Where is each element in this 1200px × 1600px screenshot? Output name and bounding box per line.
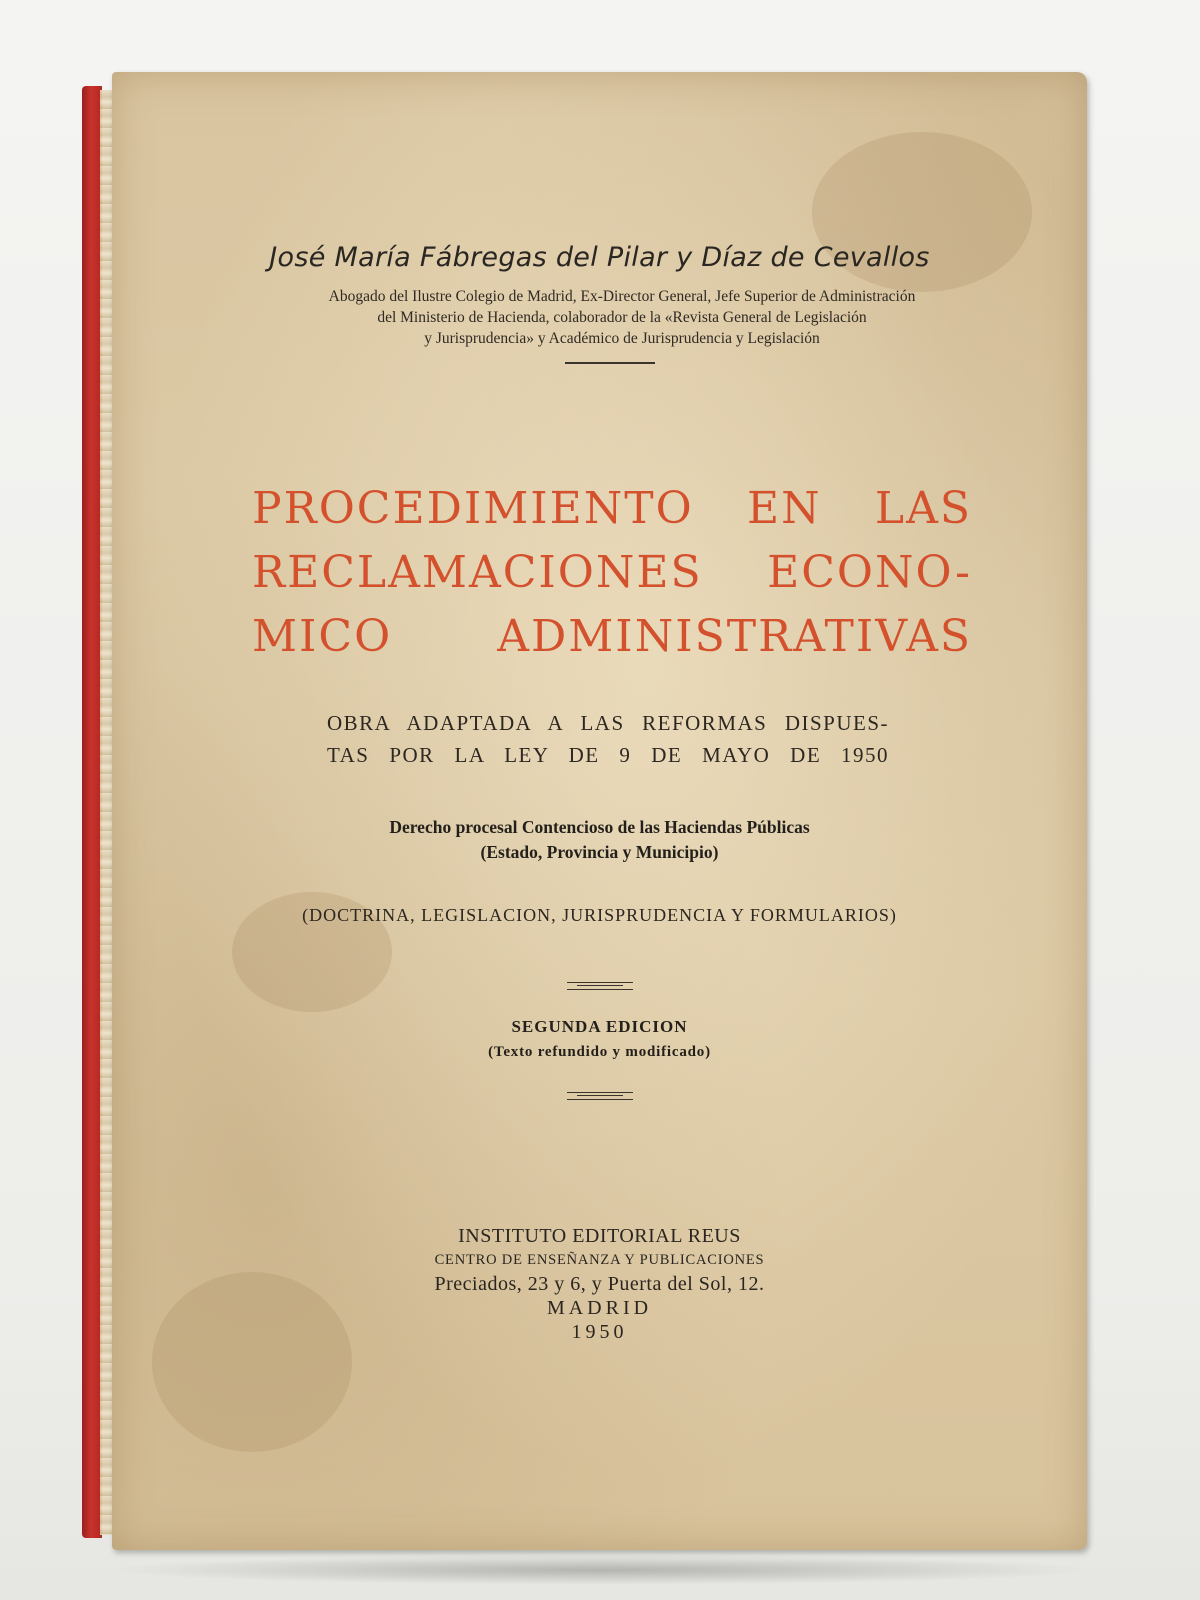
author-credentials bbox=[277, 286, 967, 349]
edition-note: (Texto refundido y modificado) bbox=[488, 1044, 711, 1060]
subject-description bbox=[112, 815, 1087, 865]
book-cover bbox=[112, 72, 1087, 1550]
ornament-rule bbox=[567, 982, 633, 990]
author-name: José María Fábregas del Pilar y Díaz de Cevallos bbox=[269, 242, 930, 273]
book-title bbox=[252, 477, 972, 669]
credentials-line: y Jurisprudencia» y Académico de Jurisprudencia y Legislación bbox=[424, 330, 820, 347]
subject-line: Derecho procesal Contencioso de las Haciendas Públicas bbox=[389, 817, 810, 837]
ornament-rule bbox=[567, 1092, 633, 1100]
divider-rule bbox=[565, 362, 655, 364]
publisher-city: MADRID bbox=[546, 1297, 653, 1319]
publisher-block bbox=[112, 1224, 1087, 1344]
publisher-division: CENTRO DE ENSEÑANZA Y PUBLICACIONES bbox=[434, 1252, 765, 1268]
title-line: PROCEDIMIENTO EN LAS bbox=[252, 483, 972, 534]
red-spine bbox=[82, 86, 102, 1538]
credentials-line: Abogado del Ilustre Colegio de Madrid, Ex-Director General, Jefe Superior de Administración bbox=[328, 288, 916, 305]
subtitle-line: OBRA ADAPTADA A LAS REFORMAS DISPUES- bbox=[327, 711, 889, 735]
contents-note: (DOCTRINA, LEGISLACION, JURISPRUDENCIA Y FORMULARIOS) bbox=[302, 905, 897, 925]
publisher-address: Preciados, 23 y 6, y Puerta del Sol, 12. bbox=[434, 1273, 765, 1295]
title-line: RECLAMACIONES ECONO- bbox=[252, 547, 972, 598]
subtitle-line: TAS POR LA LEY DE 9 DE MAYO DE 1950 bbox=[327, 743, 889, 767]
publisher-name: INSTITUTO EDITORIAL REUS bbox=[458, 1225, 741, 1247]
book-subtitle bbox=[327, 707, 889, 771]
credentials-line: del Ministerio de Hacienda, colaborador de la «Revista General de Legislación bbox=[377, 309, 867, 326]
book-shadow bbox=[100, 1555, 1100, 1585]
subject-line: (Estado, Provincia y Municipio) bbox=[480, 842, 719, 862]
publication-year: 1950 bbox=[571, 1321, 628, 1343]
book bbox=[82, 72, 1092, 1552]
edition-label: SEGUNDA EDICION bbox=[511, 1017, 688, 1036]
title-line: MICO ADMINISTRATIVAS bbox=[252, 611, 972, 662]
